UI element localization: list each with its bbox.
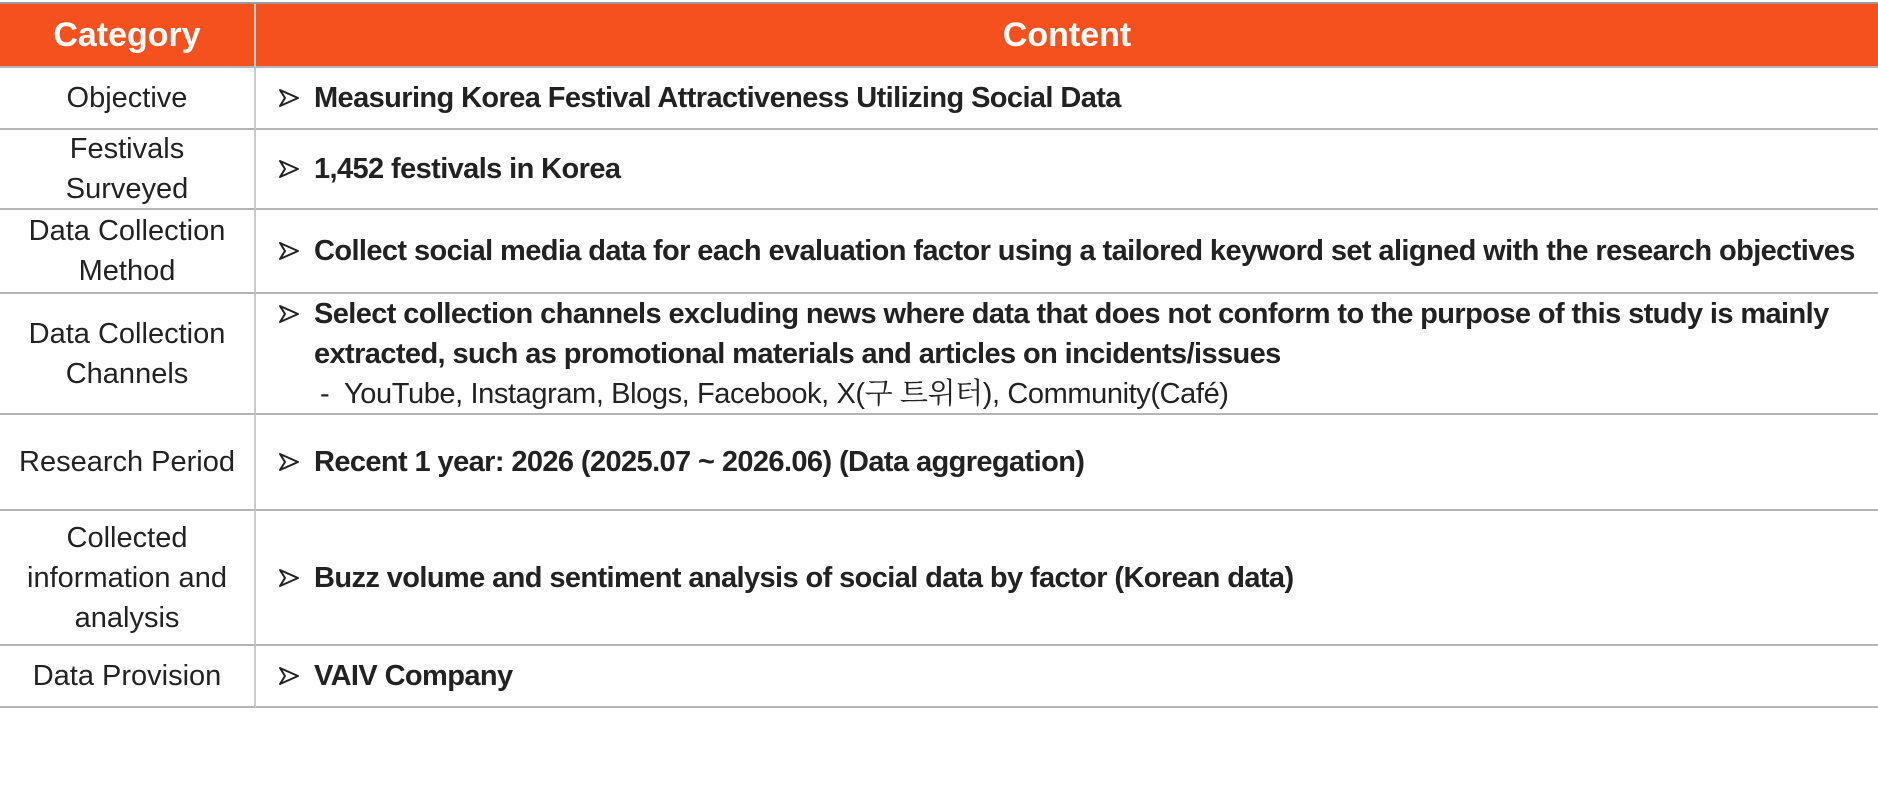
arrowhead-bullet-icon	[266, 294, 314, 334]
row-content-provision	[256, 646, 1878, 708]
arrowhead-bullet-icon	[266, 558, 314, 598]
row-content-channels	[256, 294, 1878, 415]
info-table	[0, 4, 1878, 708]
row-category-method: Data Collection Method	[0, 210, 256, 294]
dash-bullet: -	[320, 377, 330, 410]
channel-list: YouTube, Instagram, Blogs, Facebook, X(구 트위터), Community(Café)	[344, 377, 1229, 410]
row-category-festivals: Festivals Surveyed	[0, 130, 256, 210]
row-category-channels: Data Collection Channels	[0, 294, 256, 415]
row-content-objective	[256, 68, 1878, 130]
row-category-objective: Objective	[0, 68, 256, 130]
content-text: Recent 1 year: 2026 (2025.07 ~ 2026.06) (Data aggregation)	[314, 446, 1085, 478]
content-text: Buzz volume and sentiment analysis of social data by factor (Korean data)	[314, 561, 1294, 594]
arrowhead-bullet-icon	[266, 78, 314, 118]
arrowhead-bullet-icon	[266, 442, 314, 482]
content-text: Select collection channels excluding news where data that does not conform to the purpose of this study is mainly extracted, such as promotional materials and articles on incidents/issues	[314, 297, 1829, 370]
row-content-period	[256, 415, 1878, 511]
content-text: VAIV Company	[314, 660, 513, 692]
row-category-provision: Data Provision	[0, 646, 256, 708]
row-category-period: Research Period	[0, 415, 256, 511]
arrowhead-bullet-icon	[266, 149, 314, 189]
arrowhead-bullet-icon	[266, 231, 314, 271]
row-content-festivals	[256, 130, 1878, 210]
content-text: Collect social media data for each evaluation factor using a tailored keyword set aligned with the research objectives	[314, 235, 1855, 267]
content-text: Measuring Korea Festival Attractiveness Utilizing Social Data	[314, 82, 1121, 114]
arrowhead-bullet-icon	[266, 656, 314, 696]
header-content: Content	[256, 4, 1878, 68]
row-content-analysis	[256, 511, 1878, 646]
sub-bullet-line	[266, 374, 1878, 414]
row-content-method	[256, 210, 1878, 294]
content-text: 1,452 festivals in Korea	[314, 153, 621, 185]
row-category-analysis: Collected information and analysis	[0, 511, 256, 646]
header-category: Category	[0, 4, 256, 68]
